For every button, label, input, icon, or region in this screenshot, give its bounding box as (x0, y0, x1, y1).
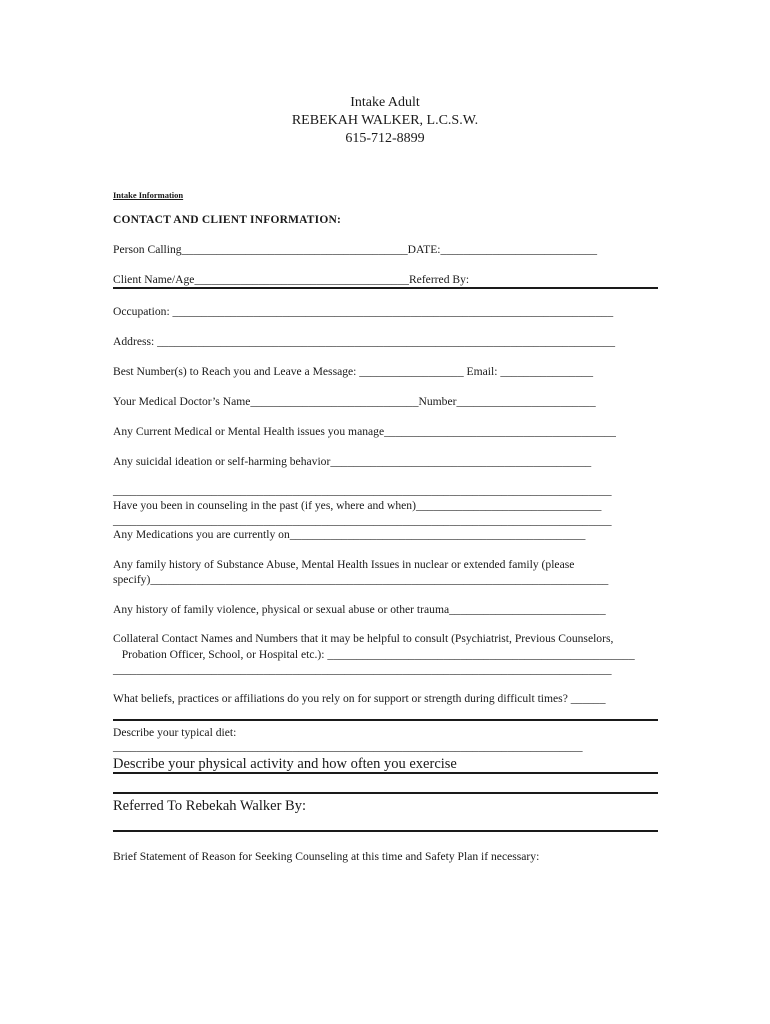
medical-doctor-field[interactable]: Your Medical Doctor’s Name_____________________________Number________________________ (113, 395, 596, 408)
therapist-name: REBEKAH WALKER, L.C.S.W. (291, 113, 479, 128)
divider (113, 830, 658, 832)
collateral-contacts-continued-field[interactable]: Probation Officer, School, or Hospital etc.): _____________________________________________________ (113, 648, 635, 661)
section-label: Intake Information (113, 190, 184, 200)
divider (113, 719, 658, 721)
diet-answer-line[interactable]: _________________________________________________________________________________ (113, 740, 583, 753)
diet-label: Describe your typical diet: (113, 726, 237, 739)
divider (113, 792, 658, 794)
collateral-contacts-field: Collateral Contact Names and Numbers that it may be helpful to consult (Psychiatrist, Previous Counselors, (113, 632, 614, 645)
brief-statement-label: Brief Statement of Reason for Seeking Counseling at this time and Safety Plan if necessary: (113, 850, 540, 863)
address-field[interactable]: Address: _______________________________________________________________________________ (113, 335, 616, 348)
divider (113, 772, 658, 774)
family-violence-field[interactable]: Any history of family violence, physical or sexual abuse or other trauma___________________________ (113, 603, 606, 616)
counseling-past-field[interactable]: Have you been in counseling in the past (if yes, where and when)________________________________ (113, 499, 602, 512)
family-history-field: Any family history of Substance Abuse, Mental Health Issues in nuclear or extended family (please (113, 558, 575, 571)
suicidal-ideation-field[interactable]: Any suicidal ideation or self-harming behavior_____________________________________________ (113, 455, 592, 468)
person-calling-field[interactable]: Person Calling_______________________________________DATE:___________________________ (113, 243, 598, 256)
client-name-field[interactable]: Client Name/Age_____________________________________Referred By: (113, 273, 470, 286)
blank-answer-line[interactable]: ______________________________________________________________________________________ (113, 663, 612, 676)
section-title: CONTACT AND CLIENT INFORMATION: (113, 214, 342, 226)
physical-activity-label: Describe your physical activity and how often you exercise (113, 756, 457, 772)
referred-to-label: Referred To Rebekah Walker By: (113, 798, 306, 814)
referred-to-answer-line[interactable]: ____________________________________________________________ (113, 818, 473, 832)
medications-field[interactable]: Any Medications you are currently on___________________________________________________ (113, 528, 586, 541)
therapist-phone: 615-712-8899 (345, 131, 425, 146)
blank-answer-line[interactable]: ______________________________________________________________________________________ (113, 514, 612, 527)
best-number-field[interactable]: Best Number(s) to Reach you and Leave a Message: __________________ Email: ________________ (113, 365, 594, 378)
form-title: Intake Adult (350, 95, 420, 110)
divider (113, 287, 658, 289)
current-issues-field[interactable]: Any Current Medical or Mental Health issues you manage________________________________________ (113, 425, 616, 438)
blank-answer-line[interactable]: ______________________________________________________________________________________ (113, 484, 612, 497)
occupation-field[interactable]: Occupation: ____________________________________________________________________________ (113, 305, 614, 318)
family-history-specify-field[interactable]: specify)_______________________________________________________________________________ (113, 573, 609, 586)
beliefs-field[interactable]: What beliefs, practices or affiliations do you rely on for support or strength during difficult times? ______ (113, 692, 606, 705)
